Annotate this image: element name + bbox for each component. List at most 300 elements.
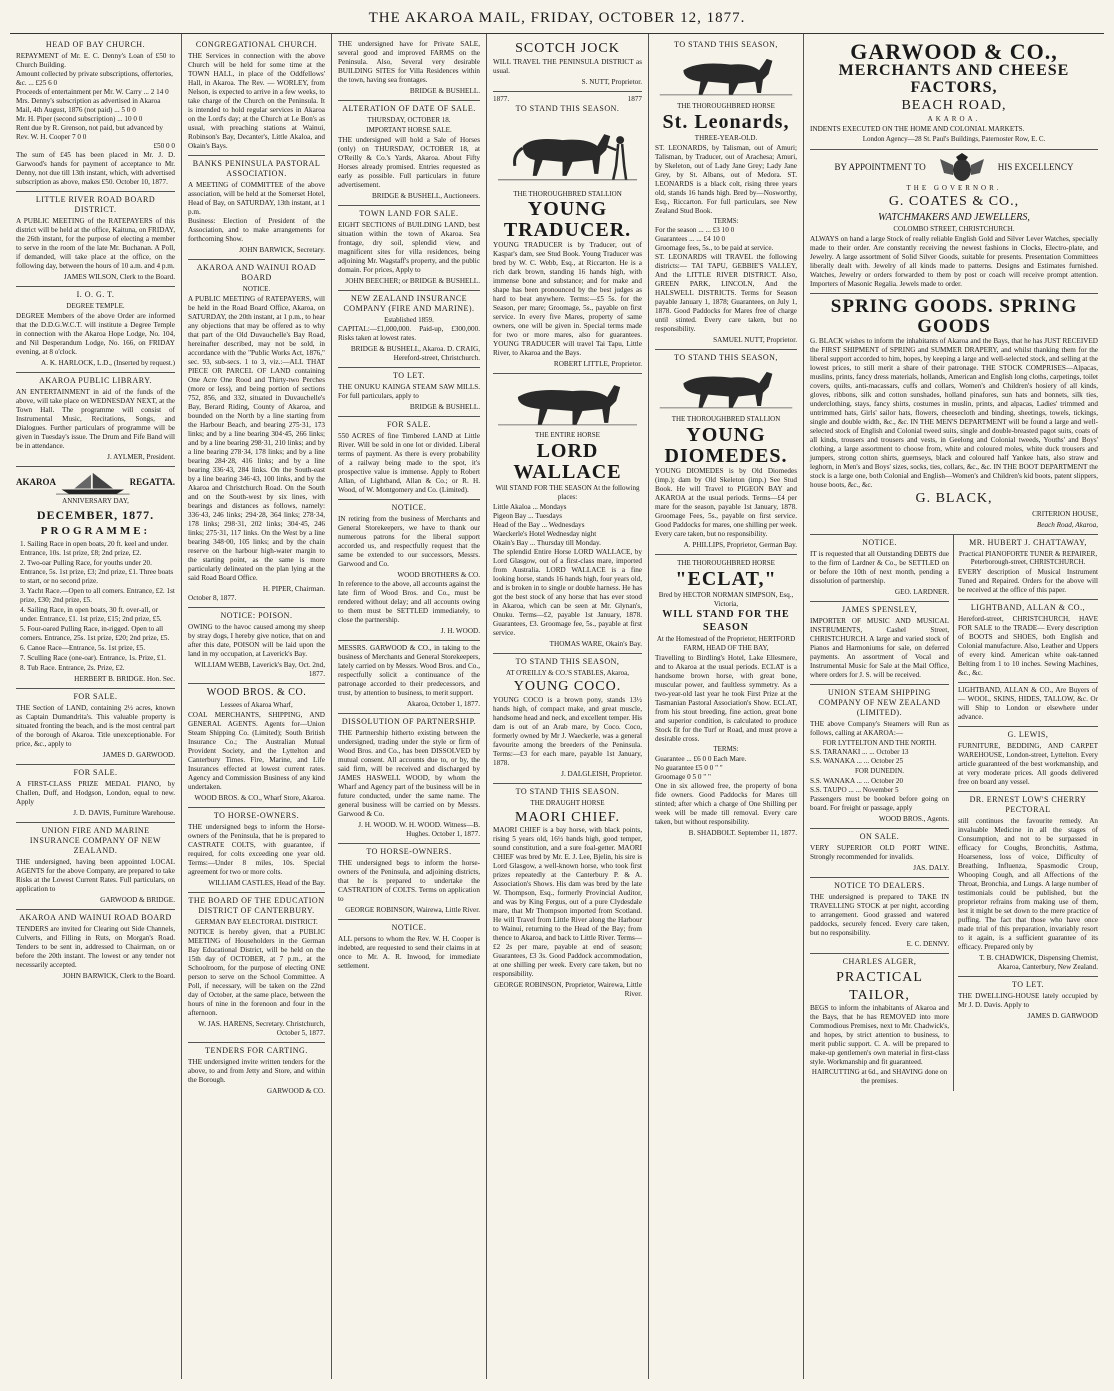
ad-signature: ROBERT LITTLE, Proprietor. xyxy=(553,360,642,369)
ad-banner: YOUNG TRADUCER. xyxy=(503,198,632,242)
ad-subtitle: Practical PIANOFORTE TUNER & REPAIRER, Peterborough-street, CHRISTCHURCH. xyxy=(958,549,1098,567)
ad-title: TO HORSE-OWNERS. xyxy=(366,847,452,857)
ad-signature: Akaroa, October 1, 1877. xyxy=(406,700,480,709)
ad-rows xyxy=(493,503,642,548)
regatta-items xyxy=(16,540,175,673)
ad-dissolution xyxy=(338,714,480,844)
row: £50 0 0 xyxy=(153,142,175,150)
ad-title: BANKS PENINSULA PASTORAL ASSOCIATION. xyxy=(192,159,321,178)
ad-title: AKAROA AND WAINUI ROAD BOARD xyxy=(196,263,317,282)
ad-banner: LORD WALLACE xyxy=(513,440,622,483)
ad-subtitle: THE DRAUGHT HORSE xyxy=(530,798,605,807)
ad-title: AKAROA AND WAINUI ROAD BOARD xyxy=(19,913,172,923)
ad-subtitle: GERMAN BAY ELECTORAL DISTRICT. xyxy=(195,918,318,926)
regatta-left: AKAROA xyxy=(16,477,56,488)
ad-banner: G. BLACK, xyxy=(915,491,993,507)
ad-spring-goods xyxy=(810,294,1098,534)
ad-education-board xyxy=(188,893,325,1043)
ad-horse-owners-castles xyxy=(188,808,325,893)
list-item: 1. Sailing Race in open boats, 20 ft. keel and under. Entrance, 10s. 1st prize, £8; 2nd prize, £2. xyxy=(20,540,169,558)
ad-signature: THOMAS WARE, Okain's Bay. xyxy=(549,639,642,648)
col6-left xyxy=(810,535,954,1091)
ad-signature: A. PHILLIPS, Proprietor, German Bay. xyxy=(683,541,797,549)
list-item: 5. Four-oared Pulling Race, in-rigged. Open to all comers. Entrance, 25s. 1st prize, £20; 2nd prize, £5. xyxy=(20,625,170,643)
ad-banner: G. COATES & CO., xyxy=(888,194,1020,210)
ad-title: DISSOLUTION OF PARTNERSHIP. xyxy=(341,717,477,727)
columns xyxy=(10,33,1104,1379)
ad-business: Business: Election of President of the Association, and to make arrangements for forthcoming Show. xyxy=(188,217,325,243)
ad-signature: SAMUEL NUTT, Proprietor. xyxy=(713,336,797,345)
ad-signature: JOHN BARWICK, Clerk to the Board. xyxy=(62,972,175,981)
ad-title: ON SALE. xyxy=(859,832,900,842)
horse-illustration xyxy=(493,377,642,427)
ad-rows xyxy=(810,777,949,795)
ad-subtitle: THE THOROUGHBRED STALLION xyxy=(671,415,781,424)
year-right: 1877 xyxy=(627,94,642,103)
ad-title: AKAROA PUBLIC LIBRARY. xyxy=(39,375,152,385)
ad-title: TENDERS FOR CARTING. xyxy=(205,1045,308,1055)
ad-body: IT is requested that all Outstanding DEBTS due to the firm of Lardner & Co., be SETTLED on or before the 10th of next month, pending a dissolution of partnership. xyxy=(810,549,949,585)
ad-banner: SPRING GOODS. SPRING GOODS xyxy=(830,296,1078,338)
ad-notice-poison xyxy=(188,608,325,684)
ad-signature: JOHN BARWICK, Secretary. xyxy=(239,246,325,254)
ad-title: NOTICE TO DEALERS. xyxy=(834,881,925,891)
ad-subtitle: IMPORTANT HORSE SALE. xyxy=(366,125,452,134)
ad-body: ALWAYS on hand a large Stock of really reliable English Gold and Silver Lever Watches, specially made to their order. Are constantly receiving the newest fashions in Clocks, Electro-plate, and Jewelry. A large assortment of Solid Silver Goods, suitable for presents. Presentation Committees liberally dealt with. Jewelry of all kinds made to patterns. Designs and Estimates furnished. Watches, Jewelry or orders forwarded to them by post or coach will receive prompt attention. Importers of Masonic Regalia. Jewels made to order. xyxy=(810,235,1098,289)
ad-title: TO HORSE-OWNERS. xyxy=(213,811,300,820)
ad-scotch-jock xyxy=(493,37,642,92)
ad-banner: WILL STAND FOR THE SEASON xyxy=(662,609,790,633)
ad-title: TOWN LAND FOR SALE. xyxy=(359,208,459,218)
ad-wood-bros xyxy=(188,684,325,808)
ad-title: G. LEWIS, xyxy=(1007,730,1049,740)
ad-coates xyxy=(810,150,1098,295)
column-6 xyxy=(804,34,1104,1379)
ad-title: TO STAND THIS SEASON. xyxy=(515,786,620,796)
ad-body: THE undersigned begs to inform the horse-owners of the Peninsula, and adjoining districts, that he is prepared to undertake the CASTRATION of COLTS. Terms on application to xyxy=(338,859,480,904)
ad-title: NOTICE: POISON. xyxy=(220,610,293,620)
ad-iogt xyxy=(16,287,175,373)
ad-piano-for-sale xyxy=(16,765,175,823)
ad-title: FOR SALE. xyxy=(386,420,432,430)
ad-body: IMPORTER OF MUSIC AND MUSICAL INSTRUMENTS, Cashel Street, CHRISTCHURCH. A large and varied stock of Pianos and Harmoniums for sale, on deferred payments. An assortment of Vocal and Instrumental Music for Sale at the Mail Office, where orders for J. S. will be received. xyxy=(810,616,949,679)
ad-date: October 8, 1877. xyxy=(188,593,237,602)
ad-body: A MEETING of COMMITTEE of the above association, will be held at the Somerset Hotel, Head of Bay, on SATURDAY, 13th instant, at 1 p.m. xyxy=(188,181,325,216)
ad-maori-chief xyxy=(493,784,642,1003)
ad-body: Passengers must be booked before going on board. For freight or passage, apply xyxy=(810,795,949,813)
ad-road-board-notice xyxy=(188,260,325,608)
ad-road-board-tenders xyxy=(16,910,175,985)
ad-young-diomedes xyxy=(655,350,797,555)
ad-notice-dealers xyxy=(810,878,949,954)
row: Okain's Bay ... Thursday till Monday. xyxy=(493,538,601,547)
ad-title: UNION STEAM SHIPPING COMPANY OF NEW ZEALAND (LIMITED). xyxy=(818,687,941,717)
ad-body: THE above Company's Steamers will Run as follows, calling at AKAROA:— xyxy=(810,719,949,737)
ad-garwood-co xyxy=(810,37,1098,150)
ad-body: THE Section of LAND, containing 2½ acres, known as Captain Dumandrita's. This valuable property is situated fronting the beach, and is the most central part of the borough of Akaroa. Title unexceptionable. For price, &c., apply to xyxy=(16,704,175,749)
ad-title: LIGHTBAND, ALLAN & CO., xyxy=(970,603,1086,613)
ad-cherry-pectoral xyxy=(958,792,1098,977)
ad-subtitle: THE THOROUGHBRED HORSE xyxy=(677,102,775,110)
ad-on-sale-port xyxy=(810,829,949,878)
ad-subtitle: Established 1859. xyxy=(384,315,434,324)
ad-body: still continues the favourite remedy. An invaluable Medicine in all the stages of Consumption, and not to be surpassed in efficacy for Coughs, Bronchitis, Asthma, Hoarseness, loss of voice, Difficulty of Breathing, Influenza, Spasmodic Croup, Whooping Cough, and all Affections of the Throat, Bronchia, and Lungs. A large number of testimonials could be published, but the proprietor refrains from making use of them, lest it might be set down to the mere practice of puffing. The fact that those who have once made trial of this preparation, invariably resort to it again, is a sufficient guarantee of its efficacy. Prepared only by xyxy=(958,817,1098,952)
row: For the season ... ... £3 10 0 xyxy=(655,226,735,235)
ad-title: MR. HUBERT J. CHATTAWAY, xyxy=(969,537,1087,547)
list-item: 2. Two-oar Pulling Race, for youths under 20. Entrance, 5s. 1st prize, £3; 2nd prize, £1. Three boats to start, or no second prize. xyxy=(20,559,174,586)
ad-eclat xyxy=(655,555,797,842)
ad-signature: J. H. WOOD. xyxy=(440,627,480,636)
ad-body: ST. LEONARDS, by Talisman, out of Amuri; Talisman, by Traducer, out of Arachesa; Amuri, by Skeleton, out of Lady Jane Grey; Lady Jane Grey, by St. Albans, out of Medora. ST. LEONARDS is a black colt, rising three years old, stands 16 hands high. Bred by—Nosworthy, Esq., Riccarton. For full particulars, see New Zealand Stud Book. xyxy=(655,143,797,215)
ad-body: THE undersigned have for Private SALE, several good and improved FARMS on the Peninsula. Also, Several very desirable BUILDING SITES for Villa Residences within the town, having sea frontages. xyxy=(338,40,480,84)
ad-nz-insurance xyxy=(338,291,480,369)
list-item: 3. Yacht Race.—Open to all comers. Entrance, £2. 1st prize, £30; 2nd prize, £5. xyxy=(20,587,175,605)
ad-signature: GEORGE ROBINSON, Proprietor, Wairewa, Little River. xyxy=(493,981,642,998)
ad-body: LIGHTBAND, ALLAN & CO., Are Buyers of— WOOL, SKINS, HIDES, TALLOW, &c. Or will Ship to London or elsewhere under advance. xyxy=(958,686,1098,722)
ad-subtitle: AT O'REILLY & CO.'S STABLES, Akaroa, xyxy=(506,668,629,677)
ad-signature: HERBERT B. BRIDGE. Hon. Sec. xyxy=(74,675,175,684)
ad-subtitle: WATCHMAKERS AND JEWELLERS, xyxy=(878,211,1030,223)
ad-signature: J. H. WOOD. W. H. WOOD. Witness—B. Hughes. October 1, 1877. xyxy=(358,821,480,839)
ad-body: FURNITURE, BEDDING, AND CARPET WAREHOUSE, London-street, Lyttelton. Every article guaranteed of the best workmanship, and at very moderate prices. All goods delivered free on board any vessel. xyxy=(958,742,1098,787)
list-item: 7. Sculling Race (one-oar). Entrance, 1s. Prize, £1. xyxy=(20,654,166,663)
ad-body: Travelling to Birdling's Hotel, Lake Ellesmere, and to Akaroa at the usual periods. ECLAT is a handsome brown horse, with great bone, muscular power, and faultless symmetry. As a two-year-old last year he took First Prize at the Tasmanian Pastoral Association's Show. ECLAT, from his stout breeding, fine action, great bone and superior condition, is calculated to produce Stock fit for the Turf or Road, and must prove a desirable cross. xyxy=(655,653,797,743)
ad-body: MAORI CHIEF is a bay horse, with black points, rising 5 years old, 16½ hands high, good temper, sound constitution, and a sure foal-getter. MAORI CHIEF was bred by Mr. E. J. Lee, Bjelin, his sire is Lord Glasgow, a well-known horse, who took first prizes repeatedly at the Canterbury P. & A. Association's Shows. His dam was bred by the late W. Thompson, Esq., formerly Provincial Auditor, and was by King Fergus, out of a pure Clydesdale mare, that Mr Thompson imported from Scotland. He will Travel from Little River along the Harbour to Wainui, returning to the Head of the Bay; from thence to Akaroa, and back to Little River. Terms—£2 2s per mare, payable at end of season; Guarantees, £3 3s. Good Paddock accommodation, at one shilling per week. Every care taken, but no responsibility. xyxy=(493,826,642,978)
ad-pastoral-association xyxy=(188,156,325,260)
ad-subtitle: FOR LYTTELTON AND THE NORTH. xyxy=(822,738,937,747)
ad-signature: BRIDGE & BUSHELL. xyxy=(409,403,480,412)
ad-land-for-sale xyxy=(16,689,175,765)
ad-banner: SCOTCH JOCK xyxy=(515,41,620,56)
ad-body: THE Partnership hitherto existing between the undersigned, trading under the style or firm of Wood Bros. and Co., has been DISSOLVED by mutual consent. All accounts due to, or by, the said firm, will be received and discharged by JAMES HASWELL WOOD, by whom the Wharf and Agency part of the business will be in future conducted, under the same name. The general business will be carried on by Messrs. Garwood & Co. xyxy=(338,729,480,819)
masthead: THE AKAROA MAIL, FRIDAY, OCTOBER 12, 1877. xyxy=(368,10,746,26)
ad-agency: London Agency—28 St. Paul's Buildings, Paternoster Row, E. C. xyxy=(862,134,1046,143)
row: Mrs. Denny's subscription as advertised in Akaroa Mail, 4th August, 1876 (not paid) ... 5 0 0 xyxy=(16,97,161,114)
ad-rows xyxy=(810,748,949,766)
ad-lightband-wool xyxy=(958,683,1098,727)
ad-terms: TERMS: xyxy=(713,216,739,225)
list-item: 6. Canoe Race—Entrance, 5s. 1st prize, £5. xyxy=(20,644,146,653)
ad-subtitle: NOTICE. xyxy=(242,285,271,293)
ad-signature: WILLIAM CASTLES, Head of the Bay. xyxy=(208,879,325,887)
ad-body: THE undersigned invite written tenders for the above, to and from Jetty and Store, and within the Borough. xyxy=(188,1057,325,1084)
ad-town-land xyxy=(338,206,480,291)
list-item: 8. Tub Race. Entrance, 2s. Prize, £2. xyxy=(20,664,125,673)
column-2 xyxy=(182,34,332,1379)
ad-body: THE ONUKU KAINGA STEAM SAW MILLS. For full particulars, apply to xyxy=(338,383,480,401)
ad-body: A FIRST-CLASS PRIZE MEDAL PIANO, by Challen, Duff, and Hodgson, London, equal to new. Apply xyxy=(16,780,175,807)
horse-and-groom-illustration xyxy=(493,116,642,186)
ad-footer: HAIRCUTTING at 6d., and SHAVING done on the premises. xyxy=(811,1068,948,1085)
ad-title: DR. ERNEST LOW'S CHERRY PECTORAL xyxy=(969,795,1087,815)
ad-body: BEGS to inform the inhabitants of Akaroa and the Bays, that he has REMOVED into more Commodious Premises, next to Mr. Chadwick's, and hopes, by strict attention to business, to merit public support. C. A. will be prepared to make-up gentlemen's own material in first-class style. Workmanship and fit guaranteed. xyxy=(810,1004,949,1067)
ad-body: THE Services in connection with the above Church will be held for some time at the TOWN HALL, in place of the Oddfellows' Hall, in Akaroa. The Rev. — WORLEY, from Nelson, is expected to arrive in a few weeks, to take charge of the Church on the Peninsula. It is intended to hold regular services in Akaroa on the Lord's day; at the Church at Le Bon's as usual, with preaching stations at Wainui, Robinson's Bay, Decanter's, Little Akaloa, and Okain's Bays. xyxy=(188,52,325,150)
regatta-date: DECEMBER, 1877. xyxy=(36,507,155,522)
ad-body: MESSRS. GARWOOD & CO., in taking to the business of Merchants and General Storekeepers, lately carried on by Messrs. Wood Bros. and Co., respectfully solicit a continuance of the patronage accorded to their predecessors, and trust, by attention to business, to merit support. xyxy=(338,644,480,698)
ad-banner: GARWOOD & CO., xyxy=(850,39,1058,64)
horse-illustration xyxy=(655,365,797,411)
ad-signature: J. D. DAVIS, Furniture Warehouse. xyxy=(73,809,175,818)
ad-signature: S. NUTT, Proprietor. xyxy=(581,77,642,86)
regatta-programme: PROGRAMME: xyxy=(40,524,151,537)
ad-title: FOR SALE. xyxy=(73,768,118,778)
row: Amount collected by private subscriptions, offertories, &c. ... £25 6 0 xyxy=(16,70,173,87)
ad-subtitle: AKAROA. xyxy=(927,115,981,124)
ad-body: A PUBLIC MEETING of the RATEPAYERS of this district will be held at the office, Kaituna, on FRIDAY, the 26th instant, for the purpose of electing a member to serve in the room of the late Mr. Buchanan. A Poll, if demanded, will take place at the office, on the following day, between the hours of 10 a.m. and 4 p.m. xyxy=(16,217,175,270)
row: Little Akaloa ... Mondays xyxy=(493,502,567,511)
ad-head-of-bay-church xyxy=(16,37,175,192)
ad-body: IN retiring from the business of Merchants and General Storekeepers, we have to thank our numerous patrons for the liberal support accorded us, and respectfully request that the same be extended to our successors, Messrs. Garwood and Co. xyxy=(338,515,480,569)
ad-signature: WILLIAM WEBB, Laverick's Bay, Oct. 2nd, 1877. xyxy=(194,660,325,678)
ad-rows xyxy=(655,226,797,253)
ad-garwood-taking-over xyxy=(338,641,480,714)
row: Mr. H. Piper (second subscription) ... 10 0 0 xyxy=(16,115,143,123)
ad-subtitle: COLOMBO STREET, CHRISTCHURCH. xyxy=(893,225,1015,234)
col6-right xyxy=(954,535,1098,1091)
column-5 xyxy=(649,34,804,1379)
ad-body: G. BLACK wishes to inform the inhabitants of Akaroa and the Bays, that he has JUST RECEIVED the FIRST SHIPMENT of SPRING and SUMMER DRAPERY, and whilst thanking them for the liberal support accorded to him, hopes, by keeping a large and well-selected stock, and selling at the lowest prices, to still merit a share of their patronage. THE STOCK COMPRISES—Alpacas, muslins, prints, fancy dress materials, hollands, American and English long cloths, carpetings, toilet covers, quilts, anti-macassars, cuffs and collars, Women's and Children's hosiery of all kinds, gloves, ribbons, silk and cotton sunshades, holland pinafores, sun hats and bonnets, silk ties, underclothing, stays, fancy shirts, costumes in muslin, prints, and alpacas, Ladies' trimmed and untrimmed hats, Girls' sailor hats, flowers, cheesecloth and binding, sheetings, towels, tickings, single and double width, &c., &c. IN THE MEN'S DEPARTMENT will be found a large and well-selected stock of English and Colonial tweed suits, single and double-breasted pagot suits, coats of all kinds, trousers and trousers and vests, in Geelong and Colonial tweeds, Youths' and Boys' clothing, a large assortment to choose from, white and coloured moles, white duck trousers and jumpers, strong cotton shirts, guernseys, black and coloured half Yankee hats, also straw and leghorn, in Men's and Boys' sizes, socks, ties, collars, &c., &c. IN THE BOOT DEPARTMENT the stock is a large one, both Colonial and English—Women's and Children's kid boots, patent slippers, house boots, &c., &c. xyxy=(810,337,1098,490)
ad-body: AN ENTERTAINMENT in aid of the funds of the above, will take place on WEDNESDAY NEXT, at the Town Hall. The programme will consist of Instrumental Music, Recitations, Songs, and Dialogues. Further particulars of programme will be given in Tuesday's issue. The Drum and Fife Band will be in attendance. xyxy=(16,387,175,450)
col6-split xyxy=(810,535,1098,1091)
ad-body: ST. LEONARDS will TRAVEL the following districts:— TAI TAPU, GEBBIE'S VALLEY, And the LITTLE RIVER DISTRICT. Also, GREEN PARK, LINCOLN, And the HALSWELL DISTRICTS. Terms for Season payable January 1, 1878; Guarantees, on July 1, 1878. Good Paddocks for Mares free of charge until stinted. Every care taken, but no responsibility. xyxy=(655,253,797,334)
ad-banner: YOUNG DIOMEDES. xyxy=(664,424,788,467)
ad-body: 550 ACRES of fine Timbered LAND at Little River. Will be sold in one lot or divided. Liberal terms of payment. As there is every probability of a railway being made to the spot, it's prospective value is immense. Apply to Robert Allan, of Lightband, Allan & Co.; or R. H. Wood, of W. Montgomery and Co. (Limited). xyxy=(338,432,480,495)
regatta-right: REGATTA. xyxy=(129,477,175,488)
ad-lightband-boots xyxy=(958,600,1098,683)
appt-right: HIS EXCELLENCY xyxy=(997,162,1074,173)
ad-body: THE DWELLING-HOUSE lately occupied by Mr J. D. Davis. Apply to xyxy=(958,992,1098,1010)
ad-title: TO STAND THIS SEASON. xyxy=(515,103,620,113)
row: Waeckerle's Hotel Wednesday night xyxy=(493,529,597,538)
ad-title: NOTICE. xyxy=(391,923,427,933)
ad-subtitle: THURSDAY, OCTOBER 18. xyxy=(367,116,451,124)
horse-illustration xyxy=(655,52,797,98)
ad-body: THE undersigned begs to inform the Horse-owners of the Peninsula, that he is prepared to CASTRATE COLTS, with guarantee, if required, for colts exceeding one year old. Terms:—Under 8 miles, 10s. Special agreement for two or more colts. xyxy=(188,823,325,876)
ad-subtitle: THE GOVERNOR. xyxy=(906,183,1002,192)
ad-title: FOR SALE. xyxy=(73,692,118,702)
ad-body: One in six allowed free, the property of bona fide owners. Good Paddocks for Mares till stinted; after which a charge of One Shilling per week will be made till removal. Every care taken, but without responsibility. xyxy=(655,781,797,826)
ad-title: NEW ZEALAND INSURANCE COMPANY (FIRE AND MARINE). xyxy=(343,293,475,313)
ad-title: CONGREGATIONAL CHURCH. xyxy=(195,40,318,49)
ad-title: HEAD OF BAY CHURCH. xyxy=(45,40,146,49)
ad-title: TO STAND THIS SEASON, xyxy=(674,40,778,49)
ad-signature: BRIDGE & BUSHELL, Akaroa. D. CRAIG, Hereford-street, Christchurch. xyxy=(350,345,480,363)
ad-title: THE BOARD OF THE EDUCATION DISTRICT OF CANTERBURY. xyxy=(188,896,325,915)
ad-body: THE undersigned will hold a Sale of Horses (only) on THURSDAY, OCTOBER 18, at O'Reilly & Co.'s Yards, Akaroa. About Fifty Horses already promised. Entries requested as early as possible. Full particulars in future advertisement. xyxy=(338,135,480,189)
ad-young-coco xyxy=(493,654,642,784)
ad-st-leonards xyxy=(655,37,797,350)
ad-title: WOOD BROS. & CO. xyxy=(206,686,307,698)
ad-signature: H. PIPER, Chairman. xyxy=(262,584,325,593)
ad-subtitle: Bred by HECTOR NORMAN SIMPSON, Esq., Victoria, xyxy=(658,590,794,608)
ad-body: The splendid Entire Horse LORD WALLACE, by Lord Glasgow, out of a first-class mare, imported from Australia. LORD WALLACE is a fine looking horse, stands 16 hands high, four years old, and is broken in to single or double harness. He has got the best stock of any horse that has ever stood in Akaroa, which can be seen at Mr. Glynan's, Onuku. Terms—£2, payable 1st January, 1878. Guarantees, £3. Groomage fee, 5s., payable at first service. xyxy=(493,547,642,637)
ad-congregational-church xyxy=(188,37,325,156)
ad-signature: Beach Road, Akaroa, xyxy=(1036,520,1098,529)
ad-lardner-notice xyxy=(810,535,949,602)
ad-subtitle: THREE-YEAR-OLD. xyxy=(694,133,758,142)
ad-signature: W. JAS. HARENS, Secretary. Christchurch, October 5, 1877. xyxy=(198,1019,325,1037)
ad-signature: GEO. LARDNER. xyxy=(894,587,949,596)
ad-note: The sum of £45 has been placed in Mr. J. D. Garwood's hands for payment of acceptance to Mr. Denny, not due till 13th instant, which, with advertised subscription as above, makes £50. October 10, 1877. xyxy=(16,151,175,186)
row: Groomage fees, 5s., to be paid at service. xyxy=(655,244,774,253)
ad-little-river-road-board xyxy=(16,192,175,287)
ad-union-steam xyxy=(810,685,949,830)
ad-subtitle: DEGREE TEMPLE. xyxy=(66,302,125,310)
column-4 xyxy=(487,34,649,1379)
ad-banner: "ECLAT," xyxy=(675,567,777,590)
ad-body: OWING to the havoc caused among my sheep by stray dogs, I hereby give notice, that on and after this date, POISON will be laid upon the land in my occupation, at Laverick's Bay. xyxy=(188,622,325,658)
ad-title: TO LET. xyxy=(392,371,426,381)
ad-subtitle: THE THOROUGHBRED HORSE xyxy=(677,559,775,567)
ad-subtitle: Lessees of Akaroa Wharf, xyxy=(220,701,293,710)
year-row xyxy=(493,95,642,104)
ad-subtitle: At the Homestead of the Proprietor, HERTFORD FARM, HEAD OF THE BAY, xyxy=(656,635,796,652)
royal-crest-icon xyxy=(932,153,992,183)
ad-title: TO STAND THIS SEASON, xyxy=(674,353,778,363)
ad-body: YOUNG TRADUCER is by Traducer, out of Kaspar's dam, see Stud Book. Young Traducer was bred by W. C. Webb, Esq., at Riccarton. He is a rich dark brown, standing 16 hands high, with immense bone and substance; and for make and shape has been pronounced by the best judges as hard to beat anywhere. Terms:—£5 5s. for the Season, per mare; Groomage, 5s., payable on first service. In every five Mares, property of same owners, one will be given in. Special terms made for two or more mares, also for guarantees. YOUNG TRADUCER will travel Tai Tapu, Little River, to Akaroa and the Bays. xyxy=(493,241,642,358)
ad-signature: B. SHADBOLT. September 11, 1877. xyxy=(688,828,797,837)
ad-body: WILL TRAVEL THE PENINSULA DISTRICT as usual. xyxy=(493,57,642,75)
ad-body: In reference to the above, all accounts against the late firm of Wood Bros. and Co., must be rendered without delay; and all accounts owing to them must be SETTLED immediately, to close the partnership. xyxy=(338,580,480,625)
ad-signature: E. C. DENNY. xyxy=(906,940,949,949)
ad-subtitle: THE THOROUGHBRED STALLION xyxy=(513,189,622,198)
ad-horse-owners-robinson xyxy=(338,844,480,920)
row: No guarantee £5 0 0 " " xyxy=(655,763,723,772)
row: Pigeon Bay ... Tuesdays xyxy=(493,511,563,520)
ad-banner: PRACTICAL TAILOR, xyxy=(836,970,923,1003)
ad-title: CHARLES ALGER, xyxy=(842,957,917,967)
ad-charles-alger xyxy=(810,954,949,1091)
ad-body: NOTICE is hereby given, that a PUBLIC MEETING of Householders in the German Bay Educational District, will be held on the 15th day of OCTOBER, at 7 p.m., at the Schoolroom, for the purpose of electing ONE person to serve on the School Committee. A Poll, if necessary, will be taken on the 22nd day of October, at the same place, between the hours of nine in the forenoon and four in the afternoon. xyxy=(188,927,325,1017)
ad-signature: BRIDGE & BUSHELL, Auctioneers. xyxy=(371,191,480,200)
ad-subtitle: Will STAND FOR THE SEASON At the following places: xyxy=(495,484,640,501)
ad-signature: J. AYLMER, President. xyxy=(107,452,175,461)
sailboat-icon xyxy=(56,470,130,496)
ad-body: ALL persons to whom the Rev. W. H. Cooper is indebted, are requested to send their claims in at once to Mr. A. R. Inwood, for immediate settlement. xyxy=(338,935,480,971)
ad-signature: WOOD BROS., Agents. xyxy=(878,815,949,824)
row: S.S. TARANAKI ... ... October 13 xyxy=(810,748,909,757)
ad-title: TO STAND THIS SEASON, xyxy=(515,656,620,666)
row: Proceeds of entertainment per Mr. W. Carry ... 2 14 0 xyxy=(16,88,169,96)
ad-public-library xyxy=(16,373,175,467)
ad-body: A PUBLIC MEETING of RATEPAYERS, will be held in the Road Board Office, Akaroa, on SATURDAY, the 20th instant, at 1 p.m., to hear any objections that may be offered as to why that part of the Old Duvauchelle's Bay Road, hereinafter described, may not be sold, in accordance with the "Public Works Act, 1876," sec. 93, sub-secs. 1 to 3, viz.:—ALL THAT PIECE OR PARCEL OF LAND containing One Acre One Rood and Thirty-two Perches (more or less), and being portion of sections 752, 856, and 332, situated in Duvauchelle's Bay, Berard Riding, County of Akaroa, and bounded on the North by a line starting from the Harbour Beach, and bearing 275·31, 173 links; and by a line bearing 304·45, 266 links; and by a line bearing 298·31, 210 links; and by a line bearing 278·34, 178 links; and by a line bearing 284·28, 416 links; and by a line bearing 336·43, 284 links. On the South-east by a line bearing 346·43, 100 links, and by the Akaroa and Christchurch Road. On the South and on the South-west by six lines, with bearings and distances as follows, namely: 336·43, 246 links; 294·28, 364 links; 278·34, 178 links; 298·31, 202 links; 304·45, 246 links; 275·31, 117 links. On the West by a line bearing 348·00, 105 links; and by the chain reserve on the harbour high-water margin to the starting point, as the same is more particularly delineated on the plan lying at the said Road Board Office. xyxy=(188,294,325,582)
ad-spensley xyxy=(810,602,949,685)
ad-banner: MAORI CHIEF. xyxy=(515,809,620,825)
ad-rows xyxy=(16,70,175,151)
ad-title: NOTICE. xyxy=(391,503,427,513)
ad-signature: JAS. DALY. xyxy=(913,864,949,873)
ad-signature: JAMES D. GARWOOD xyxy=(1027,1012,1098,1021)
ad-timbered-land xyxy=(338,417,480,500)
ad-to-let-house xyxy=(958,977,1098,1025)
ad-signature: J. DALGLEISH, Proprietor. xyxy=(561,769,642,778)
column-1 xyxy=(10,34,182,1379)
row: Guarantee ... £6 0 0 Each Mare. xyxy=(655,754,747,763)
ad-body: VERY SUPERIOR OLD PORT WINE. Strongly recommended for invalids. xyxy=(810,844,949,862)
ad-body: COAL MERCHANTS, SHIPPING, AND GENERAL AGENTS. Agents for—Union Steam Shipping Co. (Limited); South British Insurance Co.; The Australian Mutual Provident Society, and the Lyttelton and Canterbury Times. Fire, Marine, and Life Insurances effected at lowest current rates. Agency and Commission Business of any kind undertaken. xyxy=(188,711,325,791)
ad-union-fire-marine xyxy=(16,823,175,910)
ad-body: REPAYMENT of Mr. E. C. Denny's Loan of £50 to Church Building. xyxy=(16,52,175,69)
ad-signature: JOHN BEECHER; or BRIDGE & BUSHELL. xyxy=(345,276,480,285)
ad-banner: BEACH ROAD, xyxy=(901,97,1007,113)
row: Rent due by R. Grenson, not paid, but advanced by Rev. W. H. Cooper 7 0 0 xyxy=(16,124,163,141)
ad-body: YOUNG COCO is a brown pony, stands 13½ hands high, of compact make, and great muscle, handsome head and neck, and excellent temper. His dam is out of an Arab mare, by Coco. Coco, formerly owned by Mr J. Waeckerle, was a general favourite among the breeders of the Peninsula. Terms:—£3 for each mare, payable 1st January, 1878. xyxy=(493,695,642,767)
ad-signature: WOOD BROS. & CO., Wharf Store, Akaroa. xyxy=(194,794,325,802)
ad-signature: CRITERION HOUSE, xyxy=(1032,509,1098,518)
column-3 xyxy=(332,34,487,1379)
ad-signature: A. K. HARLOCK, L.D., (Inserted by request.) xyxy=(41,358,175,367)
ad-title: UNION FIRE AND MARINE INSURANCE COMPANY OF NEW ZEALAND. xyxy=(29,826,162,856)
ad-rows xyxy=(655,755,797,782)
ad-g-lewis xyxy=(958,727,1098,792)
ad-body: DEGREE Members of the above Order are informed that the D.D.G.W.C.T. will institute a Degree Temple in connection with the Akaroa Hope Lodge, No. 104, and Nil Desperandum Lodge, No. 166, on FRIDAY evening, at 8 o'clock. xyxy=(16,311,175,356)
ad-body: EVERY description of Musical Instrument Tuned and Repaired. Orders for the above will be received at the office of this paper. xyxy=(958,568,1098,595)
ad-banner: MERCHANTS AND CHEESE FACTORS, xyxy=(838,62,1070,96)
ad-body: TENDERS are invited for Clearing out Side Channels, Culverts, and Filling in Ruts, on Morgan's Road. Tenders to be sent in, addressed to Chairman, on or before the 20th instant. The lowest or any tender not necessarily accepted. xyxy=(16,925,175,970)
ad-regatta xyxy=(16,467,175,690)
ad-tenders-carting xyxy=(188,1043,325,1100)
ad-title: ALTERATION OF DATE OF SALE. xyxy=(342,104,476,113)
ad-body: INDENTS EXECUTED ON THE HOME AND COLONIAL MARKETS. xyxy=(810,124,1025,133)
ad-farms-private-sale xyxy=(338,37,480,101)
ad-title: TO LET. xyxy=(1011,980,1045,990)
row: S.S. WANAKA ... ... October 25 xyxy=(810,757,904,766)
ad-title: I. O. G. T. xyxy=(76,290,115,299)
ad-title: NOTICE. xyxy=(862,537,897,547)
ad-title: JAMES SPENSLEY, xyxy=(841,604,918,614)
row: S.S. TAUPO ... ... November 5 xyxy=(810,786,899,795)
ad-signature: JAMES D. GARWOOD. xyxy=(102,751,175,760)
ad-to-let-saw-mills xyxy=(338,368,480,417)
ad-banner: St. Leonards, xyxy=(662,110,790,133)
ad-signature: GARWOOD & BRIDGE. xyxy=(100,896,175,905)
regatta-header xyxy=(16,470,175,496)
row: S.S. WANAKA ... ... October 20 xyxy=(810,777,904,786)
regatta-day: ANNIVERSARY DAY, xyxy=(62,496,129,505)
ad-signature: BRIDGE & BUSHELL. xyxy=(409,87,480,95)
ad-terms: TERMS: xyxy=(713,744,739,753)
ad-body: THE undersigned, having been appointed LOCAL AGENTS for the above Company, are prepared to take Risks at the Lowest Current Rates. Full particulars, on application to xyxy=(16,858,175,894)
ad-young-traducer xyxy=(493,92,642,375)
year-left: 1877. xyxy=(493,94,510,103)
ad-chattaway xyxy=(958,535,1098,601)
ad-notice-retiring xyxy=(338,500,480,641)
row: Head of the Bay ... Wednesdays xyxy=(493,520,585,529)
ad-body: YOUNG DIOMEDES is by Old Diomedes (imp.); dam by Old Skeleton (imp.) See Stud Book. He will Travel to PIGEON BAY and AKAROA at the usual periods. Terms—£4 per mare for the season, payable 1st January, 1878. Groomage Fees, 5s., payable on first service. Good Paddocks for mares, one shilling per week. Every care taken, but no responsibility. xyxy=(655,467,797,538)
list-item: 4. Sailing Race, in open boats, 30 ft. over-all, or under. Entrance, £1. 1st prize, £15; 2nd prize, £5. xyxy=(20,606,162,624)
ad-lord-wallace xyxy=(493,374,642,653)
ad-signature: WOOD BROTHERS & CO. xyxy=(397,571,480,580)
ad-horse-sale xyxy=(338,101,480,206)
ad-title: LITTLE RIVER ROAD BOARD DISTRICT. xyxy=(35,195,156,214)
appointment-row xyxy=(810,153,1098,183)
appt-left: BY APPOINTMENT TO xyxy=(834,162,926,173)
ad-signature: JAMES WILSON, Clerk to the Board. xyxy=(63,273,175,281)
ad-body: THE undersigned is prepared to TAKE IN TRAVELLING STOCK at per night, according to arrangement. Good grassed and watered paddocks, securely fenced. Every care taken, but no responsibility. xyxy=(810,893,949,938)
ad-notice-cooper xyxy=(338,920,480,975)
ad-subtitle: FOR DUNEDIN. xyxy=(855,767,904,776)
row: Groomage 0 5 0 " " xyxy=(655,772,711,781)
ad-body: CAPITAL:—£1,000,000. Paid-up, £300,000. Risks taken at lowest rates. xyxy=(338,325,480,343)
ad-body: EIGHT SECTIONS of BUILDING LAND, best situation within the town of Akaroa. Sea frontage, dry soil, splendid view, and magnificent sites for villa residences, being adjoining Mr. Wagstaff's property, and the public domain. For prices, Apply to xyxy=(338,220,480,274)
ad-signature: GEORGE ROBINSON, Wairewa, Little River. xyxy=(345,906,480,915)
row: Guarantees ... ... £4 10 0 xyxy=(655,235,726,244)
ad-subtitle: THE ENTIRE HORSE xyxy=(535,431,600,440)
ad-banner: YOUNG COCO. xyxy=(513,679,622,695)
ad-signature: GARWOOD & CO. xyxy=(266,1086,325,1095)
ad-body: Hereford-street, CHRISTCHURCH, HAVE FOR SALE to the TRADE— Every description of BOOTS and SHOES, both English and Colonial manufacture. Also, Leather and Uppers of every kind. American white oak-tanned Belting from 1 to 10 inches. Sewing Machines, &c., &c. xyxy=(958,615,1098,678)
ad-signature: T. B. CHADWICK, Dispensing Chemist, Akaroa, Canterbury, New Zealand. xyxy=(979,954,1098,972)
